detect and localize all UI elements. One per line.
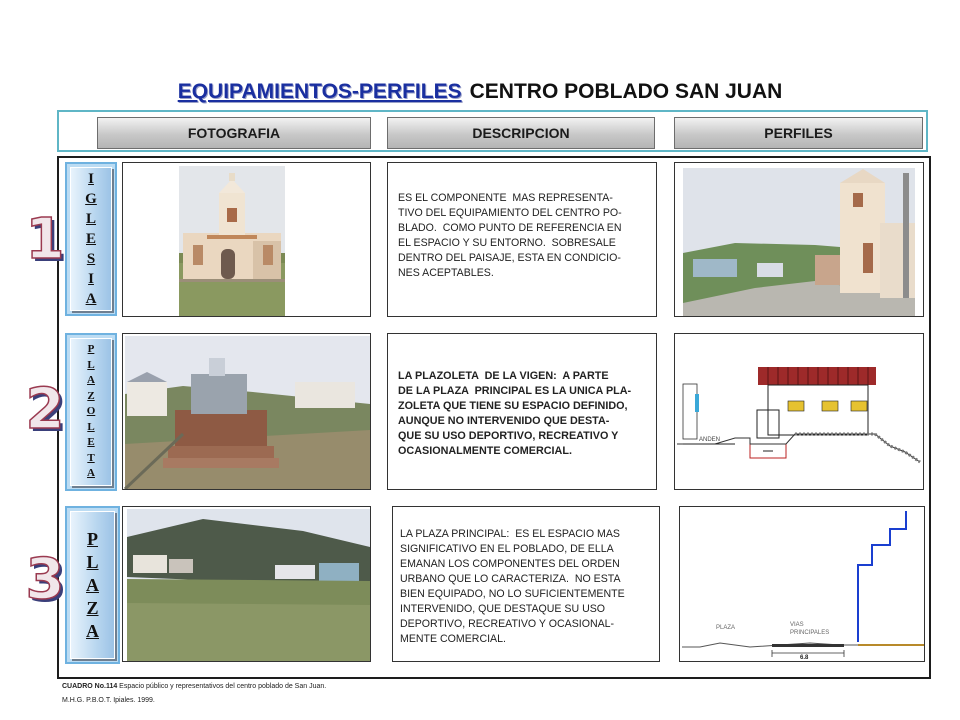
row-number-2: 2	[25, 377, 65, 442]
profile-vias-label	[790, 622, 829, 636]
header-perfiles: PERFILES	[674, 117, 923, 149]
header-descripcion: DESCRIPCION	[387, 117, 655, 149]
profile-plaza-drawing	[680, 507, 925, 662]
description-iglesia: ES EL COMPONENTE MAS REPRESENTA- TIVO DEL EQUIPAMIENTO DEL CENTRO PO- BLADO. COMO PUNTO DE REFERENCIA EN EL ESPACIO Y SU ENTORNO. SOBRESALE DENTRO DEL PAISAJE, ESTA EN CONDICIO- NES ACEPTABLES.	[398, 192, 622, 279]
footer-caption: Espacio público y representativos del centro poblado de San Juan.	[117, 683, 327, 690]
photo-iglesia-frame	[122, 162, 371, 317]
profile-plazoleta-frame	[674, 333, 924, 490]
description-plaza-box	[392, 506, 660, 662]
label-iglesia	[65, 162, 117, 316]
description-plaza: LA PLAZA PRINCIPAL: ES EL ESPACIO MAS SIGNIFICATIVO EN EL POBLADO, DE ELLA EMANAN LOS COMPONENTES DEL ORDEN URBANO QUE LO CARACTERIZA. NO ESTA BIEN EQUIPADO, NO LO SUFICIENTEMENTE INTERVENIDO, QUE DESTAQUE SU USO DEPORTIVO, RECREATIVO Y OCASIONAL- MENTE COMERCIAL.	[400, 528, 625, 645]
title-sub: CENTRO POBLADO SAN JUAN	[469, 80, 783, 103]
photo-plazoleta-frame	[122, 333, 371, 490]
footer-line1	[62, 683, 326, 690]
profile-plaza-label: PLAZA	[716, 625, 736, 631]
profile-iglesia-frame	[674, 162, 924, 317]
description-plazoleta: LA PLAZOLETA DE LA VIGEN: A PARTE DE LA PLAZA PRINCIPAL ES LA UNICA PLA- ZOLETA QUE TIENE SU ESPACIO DEFINIDO, AUNQUE NO INTERVENIDO QUE DESTA- QUE SU USO DEPORTIVO, RECREATIVO Y OCASIONALMENTE COMERCIAL.	[398, 370, 632, 457]
row-number-1: 1	[25, 207, 65, 272]
row-number-3: 3	[25, 547, 65, 612]
title-main: EQUIPAMIENTOS-PERFILES	[177, 80, 462, 103]
footer-line2: M.H.G. P.B.O.T. Ipiales. 1999.	[62, 697, 155, 704]
label-iglesia-text: IGLESIA	[85, 171, 97, 307]
description-plazoleta-box	[387, 333, 657, 490]
label-plazoleta	[65, 333, 117, 491]
label-plazoleta-text: PLAZOLETA	[86, 343, 96, 480]
profile-anden-label: ANDEN	[699, 437, 721, 443]
footer-cuadro: CUADRO No.114	[62, 683, 118, 690]
photo-iglesia	[123, 163, 371, 317]
photo-plazoleta	[123, 334, 371, 490]
profile-vias-line: PRINCIPALES	[790, 630, 830, 636]
page-title	[0, 80, 960, 104]
profile-plazoleta-drawing	[675, 334, 924, 490]
description-iglesia-box	[387, 162, 657, 317]
profile-plaza-frame	[679, 506, 925, 662]
photo-plaza	[123, 507, 371, 662]
photo-plaza-frame	[122, 506, 371, 662]
profile-vias-line: VIAS	[790, 622, 804, 628]
profile-iglesia-photo	[675, 163, 924, 317]
label-plaza	[65, 506, 120, 664]
profile-dimension: 6.8	[800, 655, 809, 661]
header-fotografia: FOTOGRAFIA	[97, 117, 371, 149]
label-plaza-text: PLAZA	[86, 528, 99, 641]
